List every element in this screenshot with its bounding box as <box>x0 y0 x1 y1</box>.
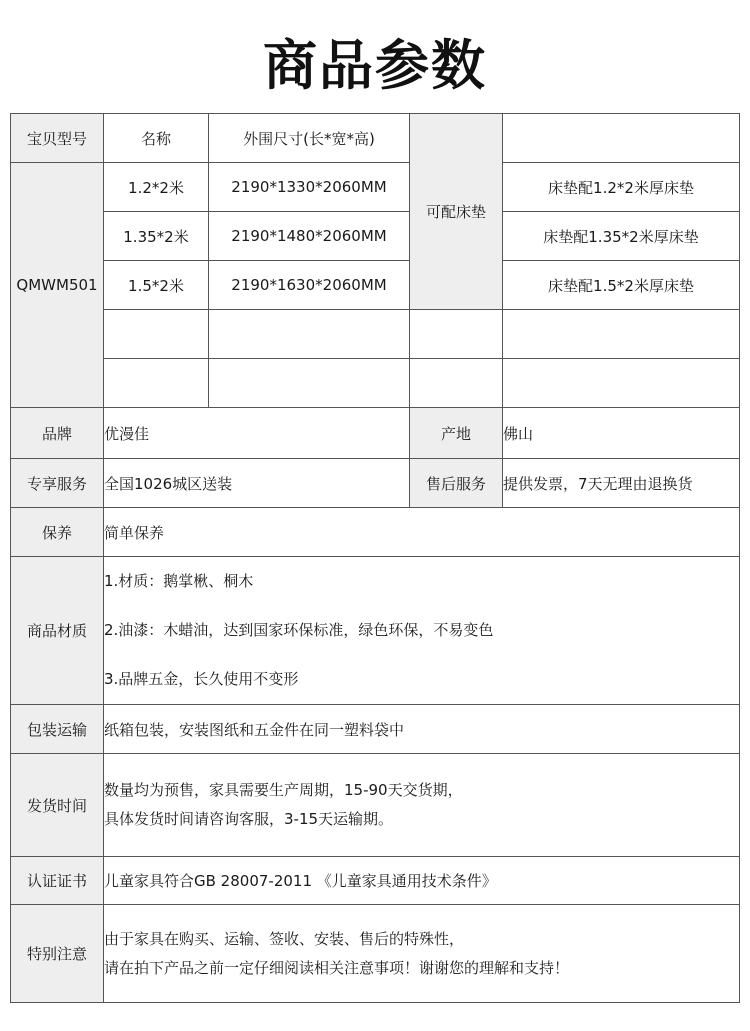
size-mattress: 床垫配1.35*2米厚床垫 <box>503 212 740 261</box>
notice-line: 由于家具在购买、运输、签收、安装、售后的特殊性， <box>104 929 465 948</box>
empty-cell <box>503 310 740 359</box>
after-sales-value: 提供发票，7天无理由退换货 <box>503 459 740 508</box>
model-label: 宝贝型号 <box>11 114 104 163</box>
maintenance-label: 保养 <box>11 508 104 557</box>
size-row <box>11 163 740 212</box>
model-value: QMWM501 <box>11 163 104 408</box>
size-row <box>11 261 740 310</box>
size-row <box>11 212 740 261</box>
size-header: 外围尺寸(长*宽*高) <box>209 114 410 163</box>
brand-value: 优漫佳 <box>104 408 410 459</box>
empty-cell <box>104 310 209 359</box>
origin-value: 佛山 <box>503 408 740 459</box>
size-name: 1.2*2米 <box>104 163 209 212</box>
material-value <box>104 557 740 705</box>
notice-line: 请在拍下产品之前一定仔细阅读相关注意事项！谢谢您的理解和支持！ <box>104 958 570 977</box>
material-line: 3.品牌五金，长久使用不变形 <box>104 670 299 688</box>
service-value: 全国1026城区送装 <box>104 459 410 508</box>
packaging-row <box>11 705 740 754</box>
brand-row <box>11 408 740 459</box>
empty-cell <box>503 359 740 408</box>
service-label: 专享服务 <box>11 459 104 508</box>
empty-cell <box>209 359 410 408</box>
size-name: 1.35*2米 <box>104 212 209 261</box>
material-line: 2.油漆：木蜡油，达到国家环保标准，绿色环保，不易变色 <box>104 621 494 639</box>
origin-label: 产地 <box>410 408 503 459</box>
mattress-label: 可配床垫 <box>410 114 503 310</box>
service-row <box>11 459 740 508</box>
page-title: 商品参数 <box>263 34 487 97</box>
empty-cell <box>104 359 209 408</box>
certification-row <box>11 857 740 905</box>
shipping-line: 具体发货时间请咨询客服，3-15天运输期。 <box>104 810 394 828</box>
empty-row <box>11 359 740 408</box>
shipping-label: 发货时间 <box>11 754 104 857</box>
packaging-label: 包装运输 <box>11 705 104 754</box>
material-line: 1.材质：鹅掌楸、桐木 <box>104 572 254 590</box>
empty-cell <box>410 310 503 359</box>
size-mattress: 床垫配1.5*2米厚床垫 <box>503 261 740 310</box>
empty-cell <box>209 310 410 359</box>
header-row <box>11 114 740 163</box>
certification-value: 儿童家具符合GB 28007-2011 《儿童家具通用技术条件》 <box>104 857 740 905</box>
notice-value <box>104 905 740 1003</box>
size-mattress: 床垫配1.2*2米厚床垫 <box>503 163 740 212</box>
params-table <box>10 113 740 1003</box>
mattress-header-empty <box>503 114 740 163</box>
shipping-row <box>11 754 740 857</box>
size-dims: 2190*1330*2060MM <box>209 163 410 212</box>
maintenance-row <box>11 508 740 557</box>
empty-cell <box>410 359 503 408</box>
after-sales-label: 售后服务 <box>410 459 503 508</box>
material-label: 商品材质 <box>11 557 104 705</box>
notice-row <box>11 905 740 1003</box>
brand-label: 品牌 <box>11 408 104 459</box>
size-name: 1.5*2米 <box>104 261 209 310</box>
shipping-value <box>104 754 740 857</box>
name-header: 名称 <box>104 114 209 163</box>
material-row <box>11 557 740 705</box>
certification-label: 认证证书 <box>11 857 104 905</box>
notice-label: 特别注意 <box>11 905 104 1003</box>
size-dims: 2190*1480*2060MM <box>209 212 410 261</box>
empty-row <box>11 310 740 359</box>
size-dims: 2190*1630*2060MM <box>209 261 410 310</box>
shipping-line: 数量均为预售，家具需要生产周期，15-90天交货期， <box>104 781 463 799</box>
packaging-value: 纸箱包装，安装图纸和五金件在同一塑料袋中 <box>104 705 740 754</box>
maintenance-value: 简单保养 <box>104 508 740 557</box>
